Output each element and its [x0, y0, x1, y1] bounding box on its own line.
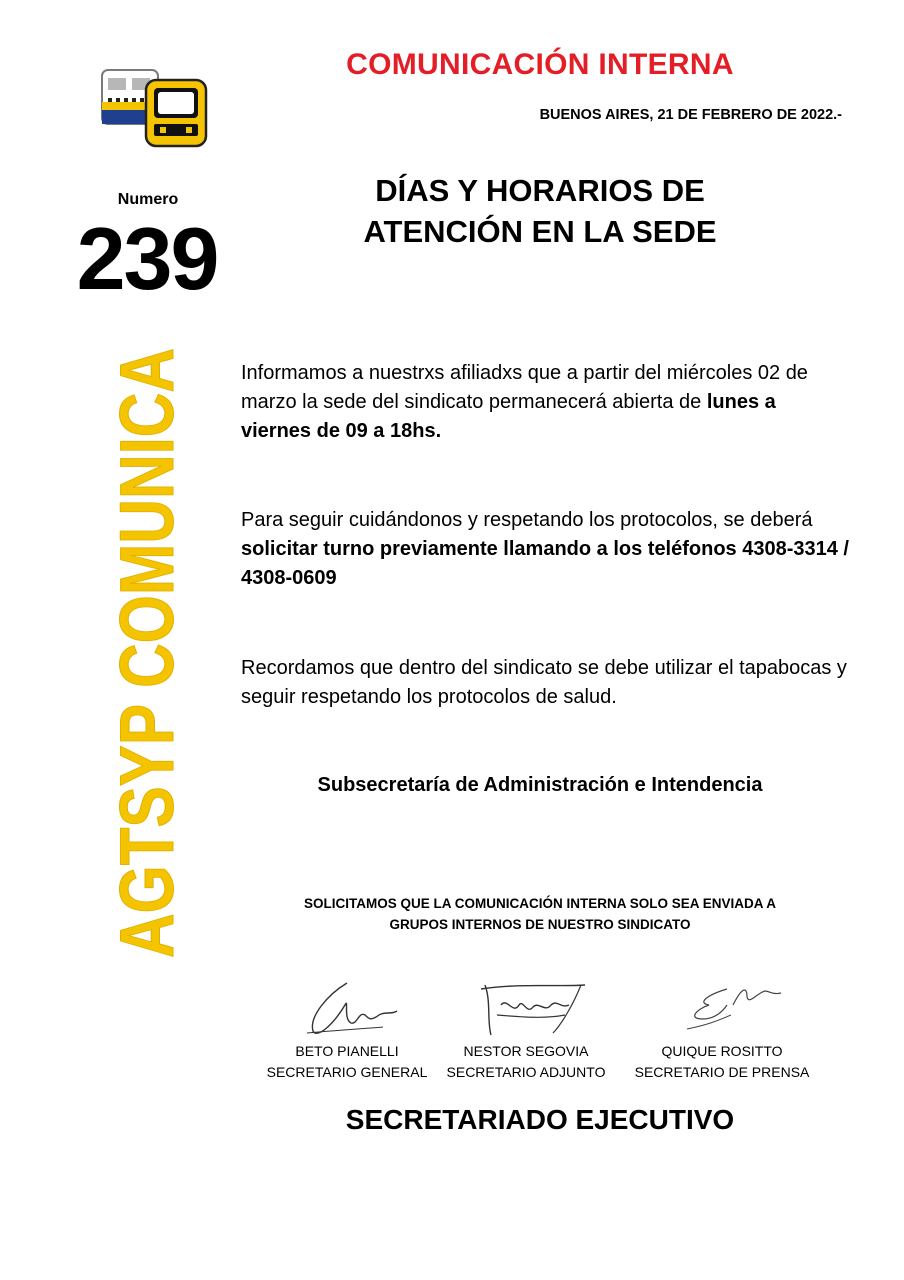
- notice-title-line1: DÍAS Y HORARIOS DE: [375, 173, 705, 208]
- signoff-department: Subsecretaría de Administración e Intendencia: [317, 774, 763, 796]
- signature-block-prensa: [632, 975, 812, 1083]
- p1-text: Informamos a nuestrxs afiliadxs que a partir del miércoles 02 de marzo la sede del sindicato permanecerá abierta de: [241, 362, 808, 413]
- p2-text: Para seguir cuidándonos y respetando los protocolos, se deberá: [241, 509, 813, 531]
- signer-role-3: SECRETARIO DE PRENSA: [634, 1064, 810, 1080]
- numero-value: 239: [76, 209, 218, 308]
- signer-name-3: QUIQUE ROSITTO: [661, 1043, 783, 1059]
- notice-title: [320, 170, 760, 252]
- request-line1: SOLICITAMOS QUE LA COMUNICACIÓN INTERNA SOLO SEA ENVIADA A: [303, 896, 776, 911]
- p2-bold: solicitar turno previamente llamando a los teléfonos 4308-3314 / 4308-0609: [241, 538, 849, 589]
- paragraph-appointment: [241, 506, 851, 593]
- numero-label: Numero: [117, 191, 179, 208]
- paragraph-schedule: [241, 359, 851, 446]
- signature-scribble-2: [461, 975, 591, 1041]
- signer-role-2: SECRETARIO ADJUNTO: [446, 1064, 606, 1080]
- p1-bold: lunes a viernes de 09 a 18hs.: [241, 391, 776, 442]
- notice-title-line2: ATENCIÓN EN LA SEDE: [363, 214, 717, 250]
- signature-scribble-3: [657, 975, 787, 1041]
- distribution-request: [250, 894, 830, 936]
- signer-name-2: NESTOR SEGOVIA: [463, 1043, 589, 1059]
- p3-text: Recordamos que dentro del sindicato se debe utilizar el tapabocas y seguir respetando los protocolos de salud.: [241, 657, 847, 708]
- footer-title: SECRETARIADO EJECUTIVO: [345, 1104, 735, 1135]
- signature-block-general: [257, 975, 437, 1083]
- train-logo: [98, 64, 212, 150]
- vertical-brand-wrap: [115, 340, 185, 965]
- paragraph-protocols: [241, 654, 851, 712]
- signer-role-1: SECRETARIO GENERAL: [266, 1064, 428, 1080]
- signer-name-1: BETO PIANELLI: [295, 1043, 399, 1059]
- date-line: BUENOS AIRES, 21 DE FEBRERO DE 2022.-: [539, 107, 842, 123]
- signature-scribble-1: [287, 975, 407, 1041]
- request-line2: GRUPOS INTERNOS DE NUESTRO SINDICATO: [389, 916, 691, 932]
- vertical-brand-text: AGTSYP COMUN: [115, 340, 185, 958]
- signature-block-adjunto: [436, 975, 616, 1083]
- header-title: COMUNICACIÓN INTERNA: [346, 48, 734, 81]
